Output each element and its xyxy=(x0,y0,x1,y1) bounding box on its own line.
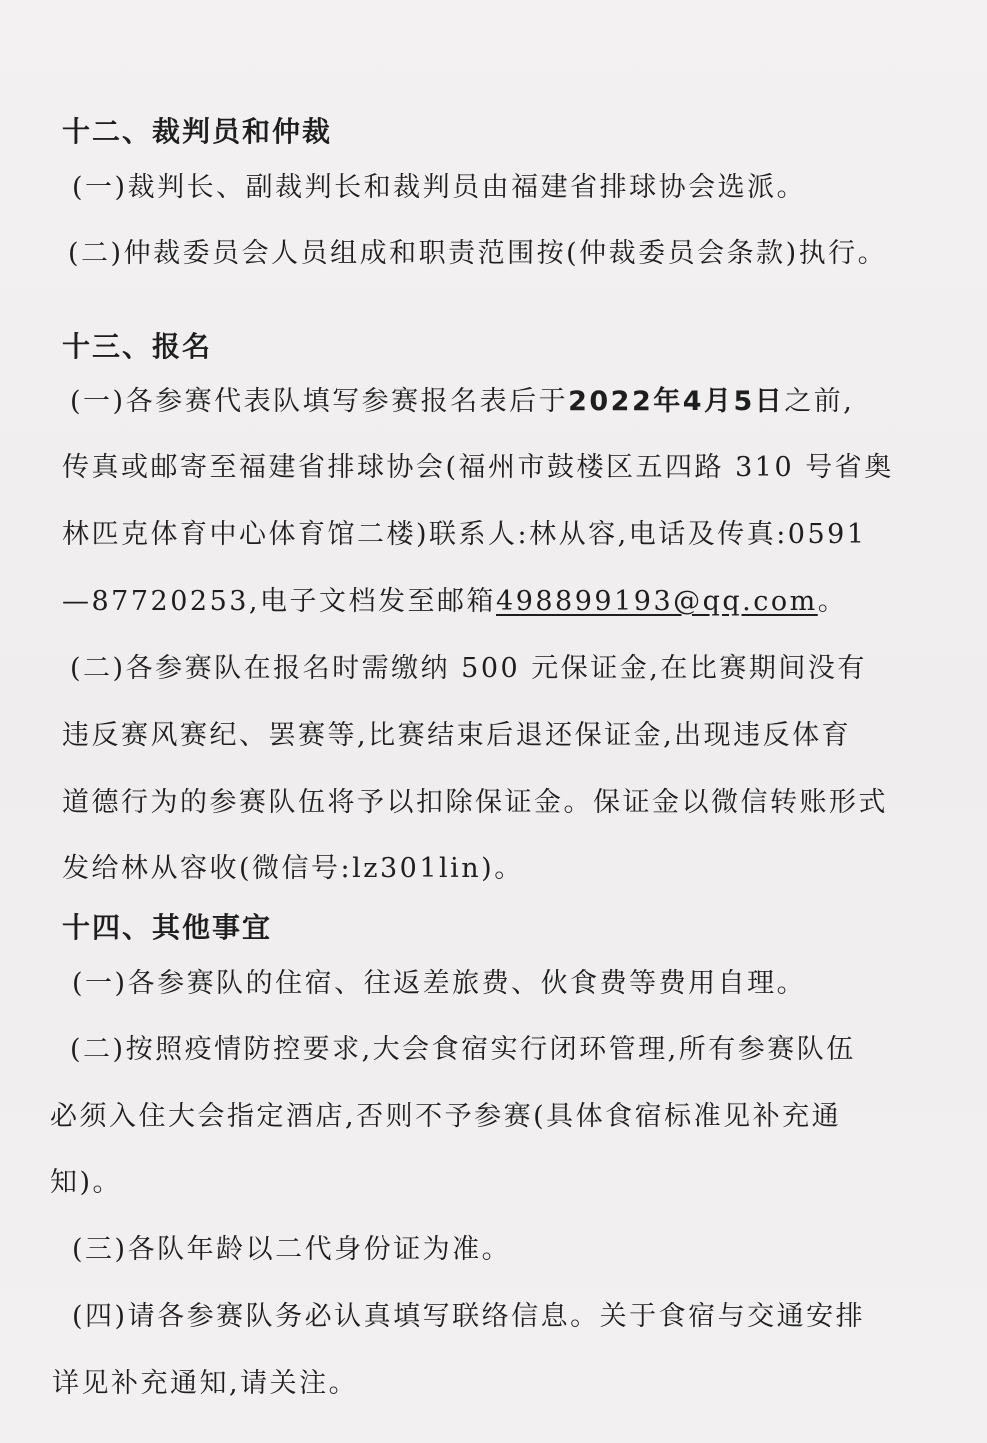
phone-text: —87720253,电子文档发至邮箱 xyxy=(62,586,497,617)
section-12-item-1: (一)裁判长、副裁判长和裁判员由福建省排球协会选派。 xyxy=(72,172,807,203)
deadline-date: 2022年4月5日 xyxy=(568,386,785,417)
section-14-item-2-line-1: (二)按照疫情防控要求,大会食宿实行闭环管理,所有参赛队伍 xyxy=(70,1034,856,1065)
section-14-item-2-line-2: 必须入住大会指定酒店,否则不予参赛(具体食宿标准见补充通 xyxy=(50,1101,842,1132)
item-1-text-pre: (一)各参赛代表队填写参赛报名表后于 xyxy=(70,386,569,417)
section-14-item-1: (一)各参赛队的住宿、往返差旅费、伙食费等费用自理。 xyxy=(72,968,807,999)
section-13-item-1-line-4 xyxy=(62,584,922,620)
section-14-item-2-line-3: 知)。 xyxy=(50,1167,123,1198)
section-13-heading: 十三、报名 xyxy=(62,330,213,363)
section-13-item-1-line-3: 林匹克体育中心体育馆二楼)联系人:林从容,电话及传真:0591 xyxy=(62,519,867,550)
section-14-item-4-line-2: 详见补充通知,请关注。 xyxy=(52,1368,359,1399)
email-suffix: 。 xyxy=(817,586,848,617)
section-13-item-2-line-2: 违反赛风赛纪、罢赛等,比赛结束后退还保证金,出现违反体育 xyxy=(62,720,852,751)
section-14-item-3: (三)各队年龄以二代身份证为准。 xyxy=(72,1234,512,1265)
section-13-item-1-line-2: 传真或邮寄至福建省排球协会(福州市鼓楼区五四路 310 号省奥 xyxy=(62,452,894,483)
section-13-item-2-line-1: (二)各参赛队在报名时需缴纳 500 元保证金,在比赛期间没有 xyxy=(70,653,867,684)
email-link[interactable]: 498899193@qq.com xyxy=(496,586,818,617)
section-12-heading: 十二、裁判员和仲裁 xyxy=(62,115,333,148)
section-13-item-2-line-3: 道德行为的参赛队伍将予以扣除保证金。保证金以微信转账形式 xyxy=(62,787,888,818)
section-12-item-2: (二)仲裁委员会人员组成和职责范围按(仲裁委员会条款)执行。 xyxy=(68,238,888,269)
section-13-item-2-line-4: 发给林从容收(微信号:lz301lin)。 xyxy=(62,853,524,884)
section-14-heading: 十四、其他事宜 xyxy=(62,911,273,944)
section-13-item-1-line-1 xyxy=(70,384,930,420)
item-1-text-post: 之前, xyxy=(784,386,855,417)
section-14-item-4-line-1: (四)请各参赛队务必认真填写联络信息。关于食宿与交通安排 xyxy=(72,1301,866,1332)
